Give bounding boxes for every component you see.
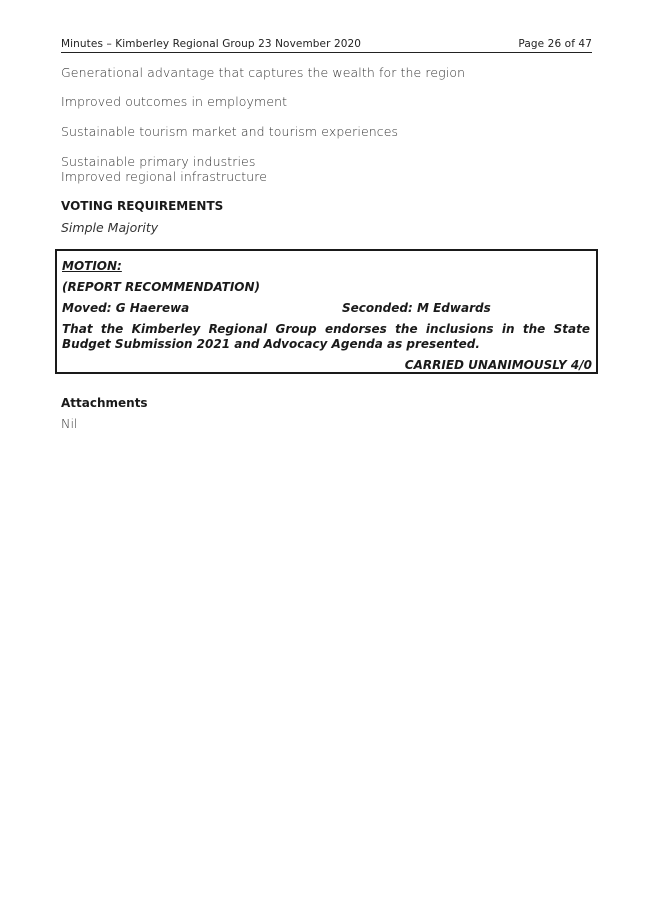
seconded-by: Seconded: M Edwards	[342, 301, 491, 315]
moved-by: Moved: G Haerewa	[62, 301, 190, 315]
attachments-heading: Attachments	[61, 396, 148, 410]
motion-result: CARRIED UNANIMOUSLY 4/0	[404, 358, 592, 372]
outcome-item: Sustainable tourism market and tourism experiences	[61, 124, 399, 139]
outcome-item: Sustainable primary industries	[61, 154, 256, 169]
voting-requirements-heading: VOTING REQUIREMENTS	[61, 199, 224, 213]
header-title: Minutes – Kimberley Regional Group 23 November 2020	[61, 38, 362, 50]
page-header	[61, 37, 592, 53]
motion-label: MOTION:	[62, 259, 122, 273]
motion-box	[55, 249, 598, 374]
outcome-item: Improved outcomes in employment	[61, 94, 288, 109]
outcome-item: Generational advantage that captures the wealth for the region	[61, 65, 466, 80]
outcome-item: Improved regional infrastructure	[61, 169, 268, 184]
voting-requirements-value: Simple Majority	[61, 220, 159, 235]
attachments-value: Nil	[61, 416, 78, 431]
motion-resolution: That the Kimberley Regional Group endorses the inclusions in the State Budget Submission 2021 and Advocacy Agenda as presented.	[62, 322, 590, 351]
page-number: Page 26 of 47	[518, 38, 592, 50]
motion-type: (REPORT RECOMMENDATION)	[62, 280, 261, 294]
